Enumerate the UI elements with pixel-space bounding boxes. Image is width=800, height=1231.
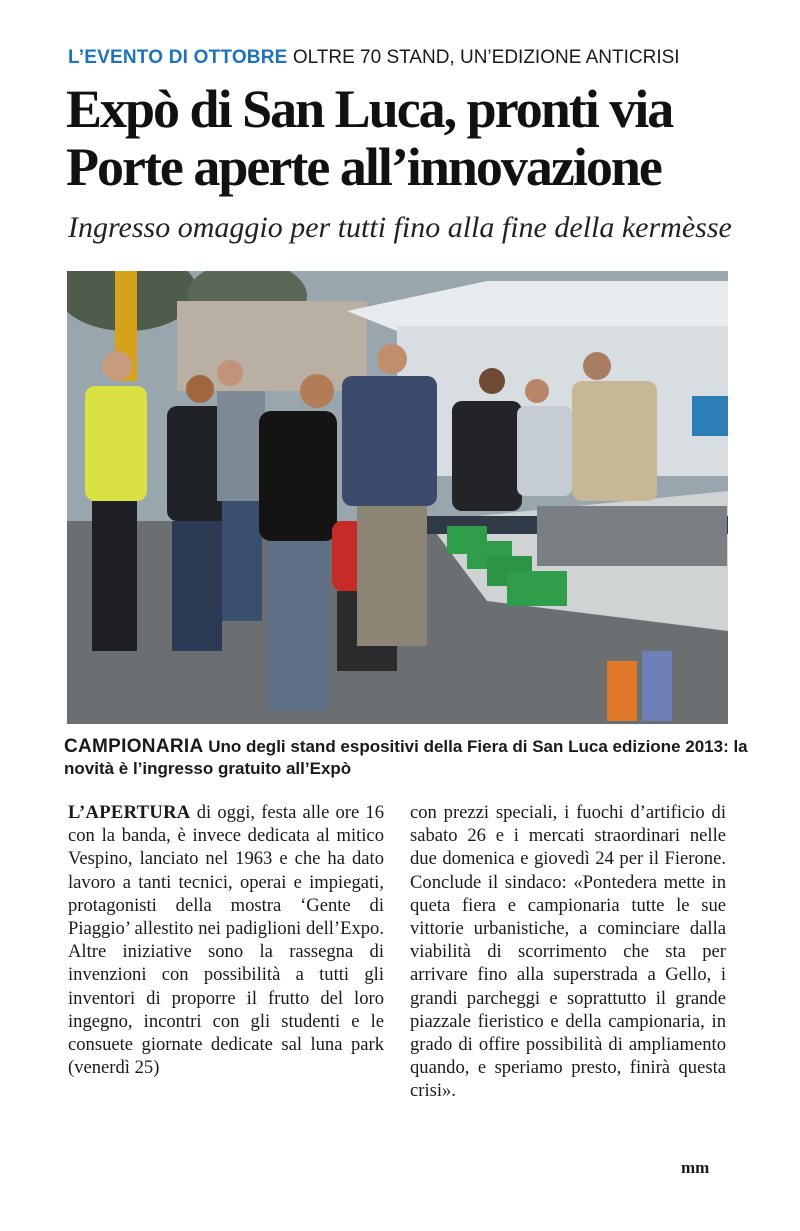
kicker-tag: L’EVENTO DI OTTOBRE bbox=[68, 47, 288, 68]
article-photo bbox=[67, 271, 728, 724]
article-column-1 bbox=[68, 801, 384, 1079]
article-column-2 bbox=[410, 801, 726, 1103]
caption-tag: CAMPIONARIA bbox=[64, 736, 204, 757]
caption-text: Uno degli stand espositivi della Fiera di San Luca edizione 2013: la novità è l’ingresso gratuito all’Expò bbox=[64, 737, 748, 778]
article-column-2-text: con prezzi speciali, i fuochi d’artificio di sabato 26 e i mercati straordinari nelle due domenica e giovedì 24 per il Fierone. Conclude il sindaco: «Pontedera mette in queta fiera e campionaria tutte le sue vittorie urbanistiche, a cominciare dalla viabilità di scorrimento che sta per arrivare fino alla superstrada a Gello, i grandi parcheggi e soprattutto il grande piazzale fieristico e della campionaria, in grado di offire possibilità di ampliamento quando, e speriamo presto, finirà questa crisi». bbox=[410, 802, 726, 1102]
kicker bbox=[68, 46, 728, 70]
photo-illustration bbox=[67, 271, 728, 724]
headline-line-1: Expò di San Luca, pronti via bbox=[66, 79, 673, 139]
headline-line-2: Porte aperte all’innovazione bbox=[66, 137, 661, 197]
photo-caption bbox=[64, 736, 754, 780]
author-signature: mm bbox=[681, 1158, 710, 1177]
article-lead: L’APERTURA bbox=[68, 802, 191, 823]
subheadline: Ingresso omaggio per tutti fino alla fine della kermèsse bbox=[68, 211, 732, 244]
headline bbox=[66, 80, 746, 196]
kicker-text: OLTRE 70 STAND, UN’EDIZIONE ANTICRISI bbox=[292, 47, 680, 68]
article-column-1-text: di oggi, festa alle ore 16 con la banda, è invece dedicata al mitico Vespino, lanciato nel 1963 e che ha dato lavoro a tanti tecnici, operai e impiegati, protagonisti della mostra ‘Gente di Piaggio’ allestito nei padiglioni dell’Expo. Altre iniziative sono la rassegna di invenzioni con possibilità a tutti gli inventori di proporre il frutto del loro ingegno, incontri con gli studenti e le consuete giornate dedicate sal luna park (venerdì 25) bbox=[68, 802, 384, 1079]
